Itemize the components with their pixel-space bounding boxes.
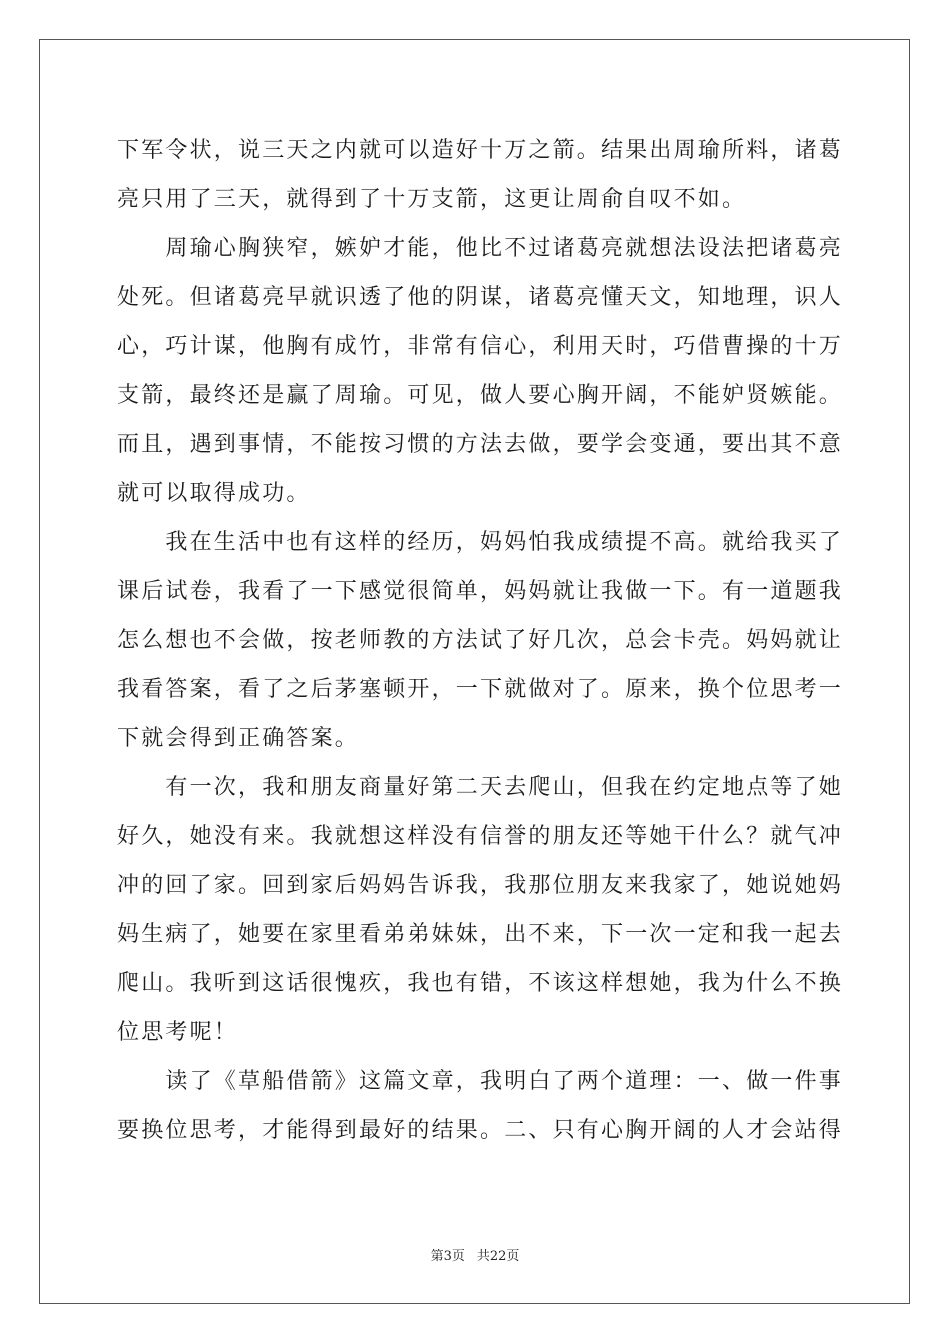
text-line: 好久，她没有来。我就想这样没有信誉的朋友还等她干什么？就气冲 (117, 824, 844, 849)
text-line: 处死。但诸葛亮早就识透了他的阴谋，诸葛亮懂天文，知地理，识人 (117, 285, 844, 310)
page-number: 第3页 (430, 1249, 465, 1264)
text-line: 要换位思考，才能得到最好的结果。二、只有心胸开阔的人才会站得 (117, 1118, 844, 1143)
text-line: 有一次，我和朋友商量好第二天去爬山，但我在约定地点等了她 (117, 775, 844, 800)
text-line: 下就会得到正确答案。 (117, 726, 360, 751)
text-line: 怎么想也不会做，按老师教的方法试了好几次，总会卡壳。妈妈就让 (117, 628, 844, 653)
text-line: 就可以取得成功。 (117, 481, 311, 506)
page-total: 共22页 (476, 1249, 520, 1264)
text-line: 读了《草船借箭》这篇文章，我明白了两个道理：一、做一件事 (117, 1069, 844, 1094)
page-footer (0, 1245, 950, 1264)
document-body (117, 126, 844, 1155)
text-line: 妈生病了，她要在家里看弟弟妹妹，出不来，下一次一定和我一起去 (117, 922, 844, 947)
text-line: 爬山。我听到这话很愧疚，我也有错，不该这样想她，我为什么不换 (117, 971, 844, 996)
text-line: 心，巧计谋，他胸有成竹，非常有信心，利用天时，巧借曹操的十万 (117, 334, 844, 359)
text-line: 冲的回了家。回到家后妈妈告诉我，我那位朋友来我家了，她说她妈 (117, 873, 844, 898)
text-line: 课后试卷，我看了一下感觉很简单，妈妈就让我做一下。有一道题我 (117, 579, 844, 604)
text-line: 下军令状，说三天之内就可以造好十万之箭。结果出周瑜所料，诸葛 (117, 138, 844, 163)
text-line: 亮只用了三天，就得到了十万支箭，这更让周俞自叹不如。 (117, 187, 747, 212)
text-line: 位思考呢！ (117, 1020, 239, 1045)
text-line: 周瑜心胸狭窄，嫉妒才能，他比不过诸葛亮就想法设法把诸葛亮 (117, 236, 844, 261)
text-line: 支箭，最终还是赢了周瑜。可见，做人要心胸开阔，不能妒贤嫉能。 (117, 383, 844, 408)
text-line: 我看答案，看了之后茅塞顿开，一下就做对了。原来，换个位思考一 (117, 677, 844, 702)
text-line: 我在生活中也有这样的经历，妈妈怕我成绩提不高。就给我买了 (117, 530, 844, 555)
text-line: 而且，遇到事情，不能按习惯的方法去做，要学会变通，要出其不意 (117, 432, 844, 457)
